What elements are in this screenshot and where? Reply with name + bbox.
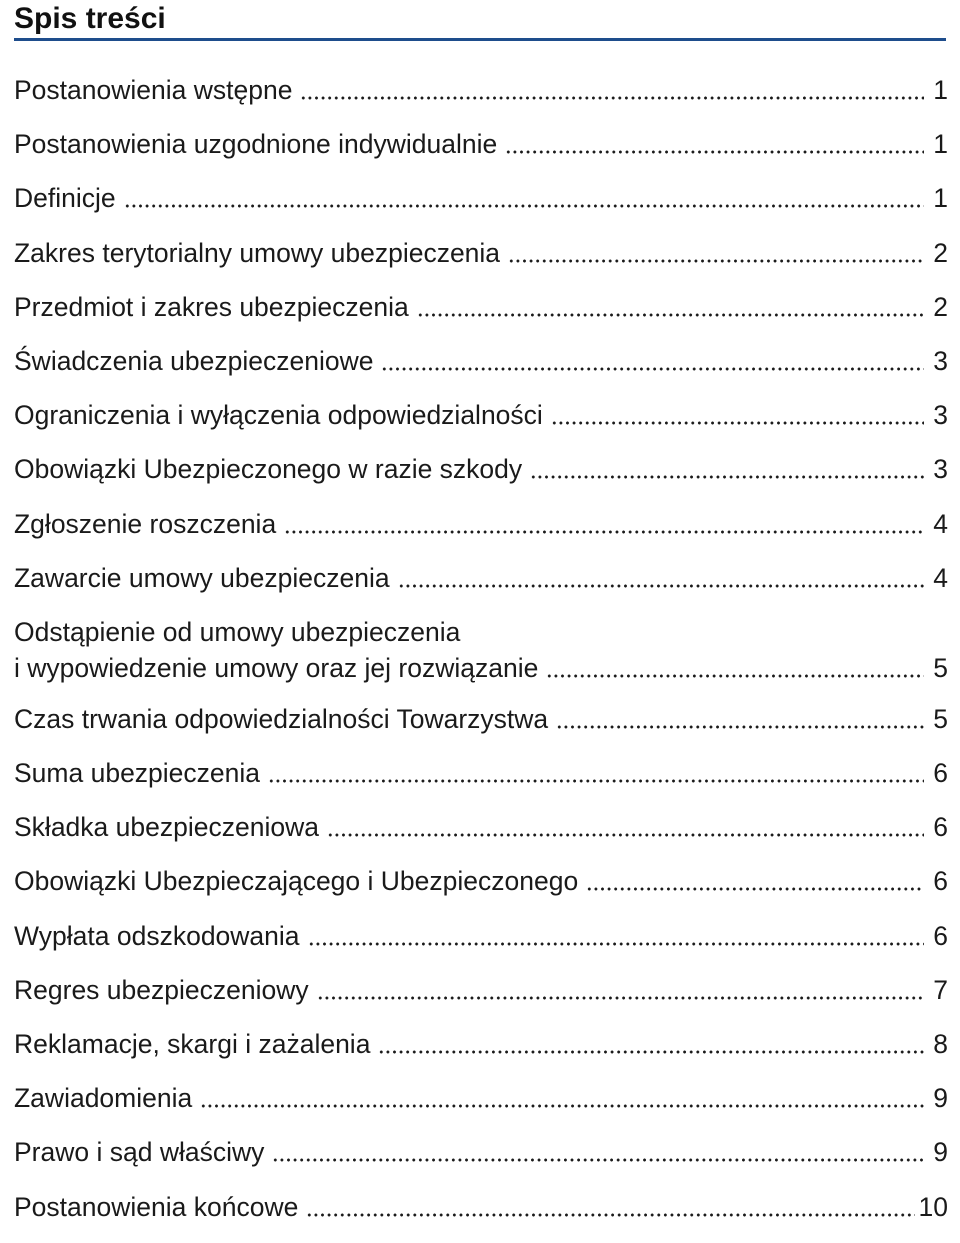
dot-leader: [381, 367, 924, 371]
toc-entry[interactable]: [14, 863, 948, 899]
toc-entry-page-number: 3: [933, 400, 948, 431]
toc-entry-title: Definicje: [14, 183, 116, 214]
toc-entry-title: Reklamacje, skargi i zażalenia: [14, 1029, 371, 1059]
dot-leader: [124, 204, 924, 208]
toc-entry-page-number: 6: [933, 866, 948, 897]
toc-entry-page-number: 6: [933, 920, 948, 951]
toc-entry-page-number: 3: [933, 345, 948, 376]
dot-leader: [556, 725, 924, 729]
toc-entry-title: Przedmiot i zakres ubezpieczenia: [14, 291, 409, 322]
toc-entry-page-number: 2: [933, 291, 948, 322]
dot-leader: [530, 475, 924, 479]
toc-entry[interactable]: [14, 180, 948, 216]
toc-entry-title: Regres ubezpieczeniowy: [14, 974, 309, 1005]
toc-entry[interactable]: [14, 72, 948, 108]
dot-leader: [505, 150, 924, 154]
toc-entry-title: Prawo i sąd właściwy: [14, 1137, 265, 1168]
toc-entry-page-number: 5: [933, 703, 948, 734]
toc-entry[interactable]: [14, 972, 948, 1008]
title-underline: [14, 38, 946, 41]
toc-entry[interactable]: [14, 1026, 948, 1062]
toc-entry-page-number: 10: [918, 1191, 948, 1222]
dot-leader: [268, 779, 924, 783]
toc-entry-title: Zakres terytorialny umowy ubezpieczenia: [14, 237, 501, 268]
toc-entry[interactable]: [14, 1134, 948, 1170]
toc-entry-page-number: 9: [933, 1137, 948, 1168]
toc-entry-title: Suma ubezpieczenia: [14, 758, 261, 789]
toc-entry-page-number: 1: [933, 183, 948, 214]
dot-leader: [272, 1158, 924, 1162]
dot-leader: [327, 833, 924, 837]
toc-entry-title: Obowiązki Ubezpieczającego i Ubezpieczonego: [14, 866, 579, 897]
toc-entry-page-number: 2: [933, 237, 948, 268]
toc-entry-page-number: 3: [933, 454, 948, 485]
toc-entry[interactable]: [14, 451, 948, 487]
toc-entry-title: Postanowienia wstępne: [14, 75, 293, 105]
toc-entry[interactable]: [14, 918, 948, 954]
toc-entry-page-number: 1: [933, 129, 948, 160]
dot-leader: [308, 942, 924, 946]
toc-entry-title: Ograniczenia i wyłączenia odpowiedzialności: [14, 400, 543, 431]
toc-entry-title: Zawiadomienia: [14, 1083, 193, 1114]
toc-entry-title: Składka ubezpieczeniowa: [14, 812, 319, 843]
toc-entry[interactable]: [14, 289, 948, 325]
toc-entry-page-number: 1: [933, 75, 948, 105]
dot-leader: [317, 996, 924, 1000]
toc-entry[interactable]: [14, 506, 948, 542]
toc-entry-title: Zawarcie umowy ubezpieczenia: [14, 562, 390, 593]
toc-entry-title: Postanowienia końcowe: [14, 1191, 299, 1222]
toc-entry-page-number: 9: [933, 1083, 948, 1114]
toc-title: Spis treści: [14, 2, 166, 35]
toc-entry[interactable]: [14, 1080, 948, 1116]
dot-leader: [300, 96, 924, 100]
toc-entry[interactable]: [14, 614, 948, 686]
dot-leader: [546, 674, 924, 678]
toc-entry[interactable]: [14, 560, 948, 596]
toc-entry-page-number: 4: [933, 562, 948, 593]
dot-leader: [200, 1104, 924, 1108]
toc-entry[interactable]: [14, 701, 948, 737]
toc-entry[interactable]: [14, 755, 948, 791]
table-of-contents: [14, 0, 948, 1222]
toc-entry[interactable]: [14, 1189, 948, 1225]
toc-entry[interactable]: [14, 235, 948, 271]
toc-entry-title: Świadczenia ubezpieczeniowe: [14, 345, 374, 376]
dot-leader: [284, 530, 924, 534]
toc-entry-page-number: 5: [933, 652, 948, 683]
toc-entry-title: Postanowienia uzgodnione indywidualnie: [14, 129, 498, 160]
dot-leader: [417, 313, 924, 317]
dot-leader: [398, 584, 924, 588]
toc-entry-title: Wypłata odszkodowania: [14, 920, 300, 951]
dot-leader: [508, 259, 924, 263]
toc-entry-page-number: 6: [933, 812, 948, 843]
toc-entry[interactable]: [14, 126, 948, 162]
toc-entry-page-number: 8: [933, 1029, 948, 1059]
dot-leader: [378, 1050, 924, 1054]
toc-entry[interactable]: [14, 343, 948, 379]
toc-entry-page-number: 6: [933, 758, 948, 789]
toc-list: [14, 72, 948, 1243]
toc-entry-page-number: 7: [933, 974, 948, 1005]
dot-leader: [586, 887, 924, 891]
toc-entry-title: Odstąpienie od umowy ubezpieczenia i wypowiedzenie umowy oraz jej rozwiązanie: [14, 616, 539, 683]
toc-entry-title: Obowiązki Ubezpieczonego w razie szkody: [14, 454, 523, 485]
toc-entry[interactable]: [14, 397, 948, 433]
toc-entry-page-number: 4: [933, 508, 948, 539]
toc-entry-title: Czas trwania odpowiedzialności Towarzystwa: [14, 703, 549, 734]
dot-leader: [306, 1213, 914, 1217]
toc-entry[interactable]: [14, 809, 948, 845]
toc-entry-title: Zgłoszenie roszczenia: [14, 508, 277, 539]
dot-leader: [551, 421, 924, 425]
